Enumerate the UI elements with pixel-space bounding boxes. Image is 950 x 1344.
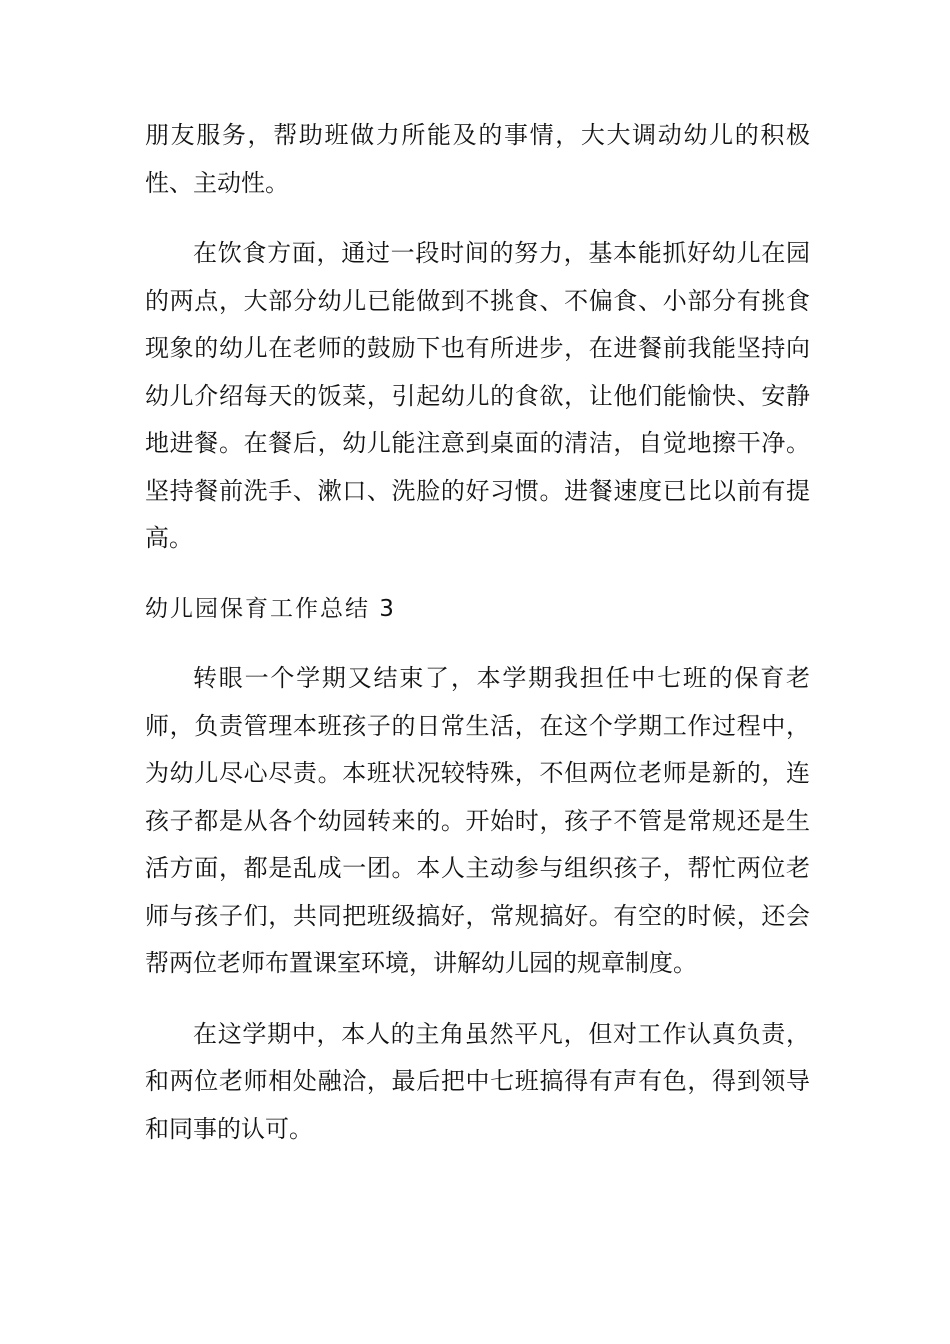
paragraph-role: 在这学期中，本人的主角虽然平凡，但对工作认真负责，和两位老师相处融洽，最后把中七班搞得有声有色，得到领导和同事的认可。 — [145, 1019, 810, 1143]
paragraph-semester: 转眼一个学期又结束了，本学期我担任中七班的保育老师，负责管理本班孩子的日常生活，在这个学期工作过程中，为幼儿尽心尽责。本班状况较特殊，不但两位老师是新的，连孩子都是从各个幼园转来的。开始时，孩子不管是常规还是生活方面，都是乱成一团。本人主动参与组织孩子，帮忙两位老师与孩子们，共同把班级搞好，常规搞好。有空的时候，还会帮两位老师布置课室环境，讲解幼儿园的规章制度。 — [145, 664, 810, 977]
paragraph-continued: 朋友服务，帮助班做力所能及的事情，大大调动幼儿的积极性、主动性。 — [145, 121, 810, 197]
paragraph-diet: 在饮食方面，通过一段时间的努力，基本能抓好幼儿在园的两点，大部分幼儿已能做到不挑食、不偏食、小部分有挑食现象的幼儿在老师的鼓励下也有所进步，在进餐前我能坚持向幼儿介绍每天的饭菜，引起幼儿的食欲，让他们能愉快、安静地进餐。在餐后，幼儿能注意到桌面的清洁，自觉地擦干净。坚持餐前洗手、漱口、洗脸的好习惯。进餐速度已比以前有提高。 — [145, 239, 810, 552]
section-title: 幼儿园保育工作总结 3 — [145, 595, 396, 622]
document-body — [145, 112, 810, 1176]
